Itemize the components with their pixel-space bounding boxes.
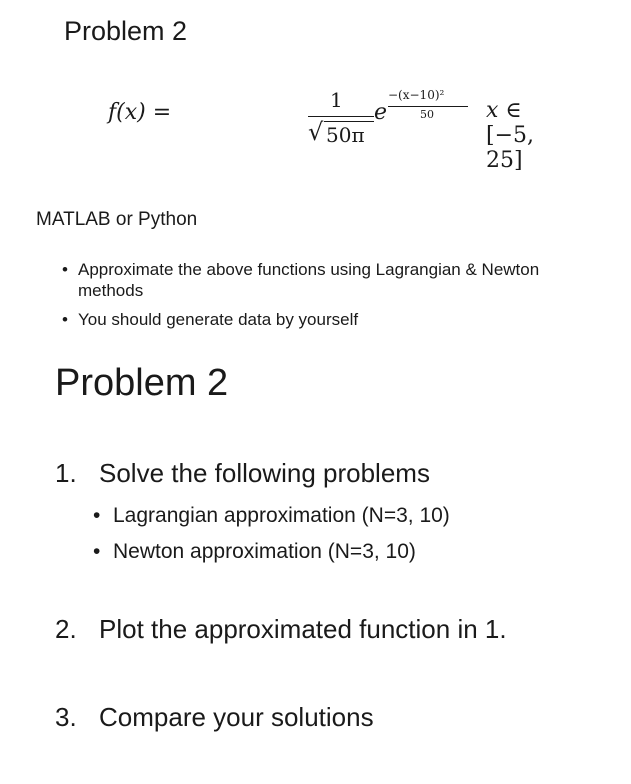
sub-item-text: Newton approximation (N=3, 10): [113, 540, 416, 563]
sqrt-symbol: √: [308, 118, 324, 146]
slide1-title: Problem 2: [64, 16, 188, 46]
bullet-icon: •: [93, 540, 101, 563]
domain-interval: ∈ [−5, 25]: [486, 98, 535, 173]
exponent-denominator: 50: [420, 108, 434, 121]
sqrt-vinculum: [324, 121, 374, 122]
exponent-numerator: −(x−10)²: [388, 88, 445, 102]
sub-bullet-list: [93, 498, 450, 570]
item-text: Compare your solutions: [99, 702, 374, 732]
list-item: [62, 259, 607, 301]
list-item: [93, 498, 450, 534]
item-number: 3.: [55, 702, 77, 732]
item-number: 1.: [55, 458, 77, 488]
list-item: [55, 702, 374, 733]
item-text: Solve the following problems: [99, 458, 430, 488]
sub-item-text: Lagrangian approximation (N=3, 10): [113, 504, 450, 527]
bullet-text: Approximate the above functions using Lagrangian & Newton methods: [78, 260, 540, 300]
gaussian-formula: [108, 86, 535, 173]
item-number: 2.: [55, 614, 77, 644]
formula-domain: [486, 98, 534, 173]
list-item: [55, 614, 507, 645]
slide1-bullet-list: [62, 259, 607, 338]
bullet-icon: •: [62, 310, 68, 329]
bullet-icon: •: [62, 260, 68, 279]
bullet-text: You should generate data by yourself: [78, 310, 359, 329]
slide2-title: Problem 2: [55, 362, 229, 404]
formula-denominator: 50π: [326, 123, 365, 147]
list-item: [62, 309, 607, 330]
exponent-fraction-bar: [388, 106, 468, 107]
list-item: [93, 534, 450, 570]
exponential-base: e: [374, 100, 388, 125]
list-item: [55, 458, 430, 489]
bullet-icon: •: [93, 504, 101, 527]
fraction-bar: [308, 116, 374, 117]
language-subtitle: MATLAB or Python: [36, 209, 198, 230]
item-text: Plot the approximated function in 1.: [99, 614, 507, 644]
formula-numerator: 1: [330, 88, 343, 112]
formula-lhs: f(x) =: [108, 100, 172, 125]
domain-variable: x: [486, 98, 499, 123]
